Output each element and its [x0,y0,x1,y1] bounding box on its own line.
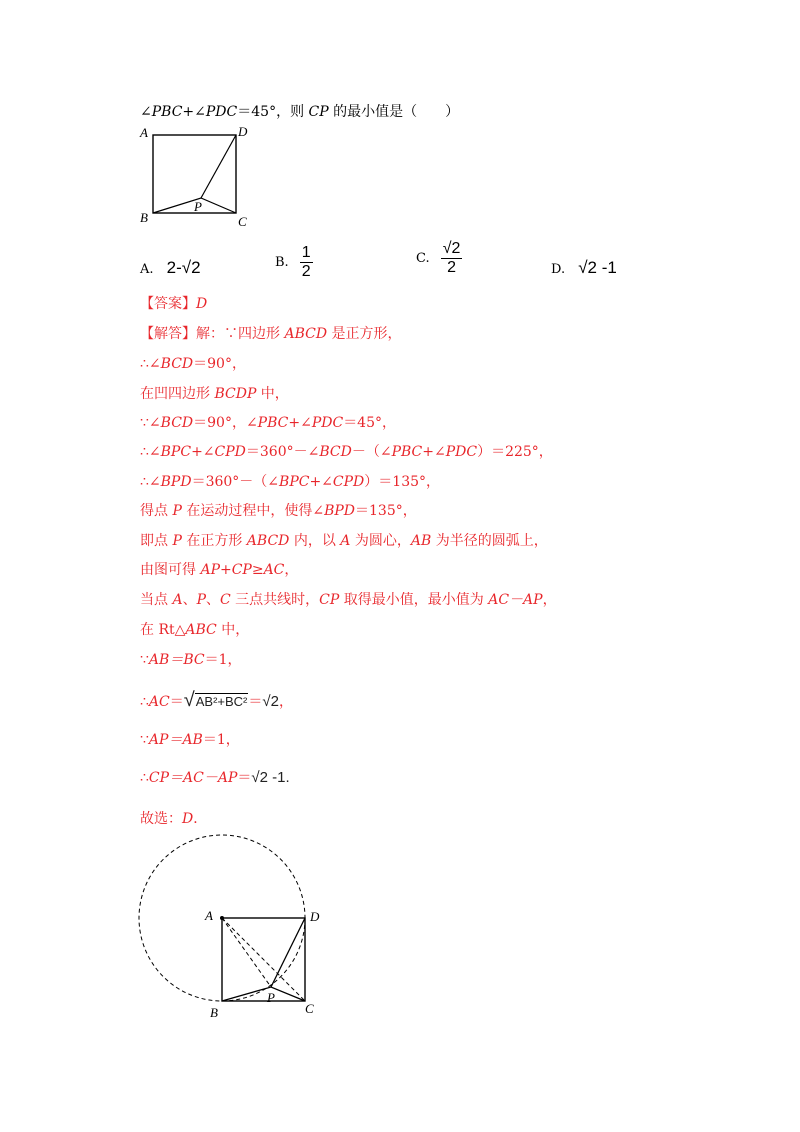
math: BPD [324,503,355,519]
solution-line-10 [140,589,557,609]
math: BCD [160,356,194,372]
text: 三点共线时， [230,592,320,608]
result: √2 -1 [251,769,286,786]
text: 即点 [140,533,173,549]
math: CP＝AC－AP [148,770,238,786]
text: ＝ [169,694,184,710]
text: ∵∠ [140,415,161,431]
text: 解：∵四边形 [196,326,285,342]
text: －（∠ [351,444,392,460]
text: ∴ [140,694,149,710]
solution-label: 【解答】 [140,326,196,342]
stem-eq: ＝45°，则 [237,104,309,120]
text: +∠ [191,444,215,460]
text: ＝360°－（∠ [191,474,280,490]
math: P [172,503,182,519]
solution-line-11 [140,619,249,639]
text: ， [278,694,293,710]
text: +∠ [288,415,312,431]
stem-pdc: PDC [205,104,238,120]
math: AP+CP≥AC [200,562,285,578]
square-figure-1 [135,122,260,230]
text: 中， [216,622,250,638]
text: ＝45°， [343,415,397,431]
solution-line-16 [140,808,207,828]
math: AC [148,694,170,710]
text: 在运动过程中，使得∠ [181,503,325,519]
math: PBC [257,415,289,431]
text: ∴∠ [140,356,161,372]
option-b-denominator: 2 [301,263,311,280]
text: 在 Rt△ [140,622,186,638]
answer-label: 【答案】 [140,296,196,312]
solution-line-12 [140,649,242,669]
option-b-letter: B. [275,255,289,270]
segment-pd-1 [201,135,236,198]
label-c-1: C [238,214,247,229]
text: ， [284,562,299,578]
stem-rest: 的最小值是（ ） [328,104,460,120]
solution-line-1 [140,323,402,343]
text: 、 [182,592,197,608]
math: BCDP [214,386,257,402]
text: ． [193,811,208,827]
math: C [220,592,231,608]
text: 由图可得 [140,562,201,578]
text: 在正方形 [181,533,247,549]
text: 是正方形， [327,326,402,342]
text: ∴ [140,770,149,786]
answer-line [140,293,207,313]
solution-line-15 [140,767,290,787]
math: ABC [185,622,217,638]
text: 为半径的圆弧上， [431,533,548,549]
solution-line-4 [140,412,396,432]
text: ＝360°－∠ [245,444,320,460]
solution-line-6 [140,471,440,491]
math: AP＝AB [148,732,203,748]
math: BCD [160,415,194,431]
text: 得点 [140,503,173,519]
stem-cp: CP [308,104,329,120]
math: AB [410,533,432,549]
square-figure-2 [130,830,330,1025]
stem-plus: +∠ [182,104,206,120]
text: 当点 [140,592,173,608]
text: ）＝135°， [364,474,441,490]
solution-line-13 [140,689,293,712]
text: ∴∠ [140,444,161,460]
question-stem [140,101,459,121]
option-c-numerator: √2 [442,240,461,257]
option-d-value: √2 -1 [578,258,617,277]
text: ）＝225°， [477,444,553,460]
text: 为圆心， [350,533,411,549]
text: 内，以 [289,533,341,549]
text: +∠ [422,444,446,460]
math: A [172,592,183,608]
label-p-1: P [194,199,202,214]
solution-line-3 [140,383,289,403]
radicand: AB²+BC² [195,694,248,709]
solution-line-14 [140,729,240,749]
math: BPC [279,474,310,490]
text: 在凹四边形 [140,386,215,402]
label-b-2: B [210,1005,218,1020]
option-b-fraction [300,244,313,281]
math: CP [319,592,340,608]
math: CPD [332,474,365,490]
label-p-2: P [267,990,275,1005]
sqrt-symbol: √ [183,689,195,711]
answer-value: D [196,296,208,312]
text: ∵ [140,732,149,748]
text: ∴∠ [140,474,161,490]
option-a-value: 2-√2 [166,258,201,277]
option-c-letter: C. [416,251,430,266]
solution-line-9 [140,559,298,579]
option-c[interactable] [416,240,462,277]
text: . [285,769,290,786]
text: ＝1， [204,652,242,668]
text: ＝ [237,770,252,786]
label-a-2: A [205,908,213,923]
text: 故选： [140,811,182,827]
result: √2 [262,693,279,710]
option-d-letter: D. [551,262,566,277]
text: ＝90°，∠ [193,415,258,431]
math: PBC [391,444,423,460]
option-c-fraction [441,240,463,277]
math: A [340,533,351,549]
option-b[interactable] [275,244,313,281]
option-a[interactable] [140,258,201,278]
math: P [172,533,182,549]
option-d[interactable] [551,258,617,278]
text: 取得最小值，最小值为 [339,592,489,608]
solution-line-2 [140,353,246,373]
text: ＝135°， [355,503,417,519]
math: BPD [160,474,192,490]
math: BCD [319,444,352,460]
angle-symbol: ∠ [140,104,152,120]
center-point-a [220,916,224,920]
text: +∠ [309,474,333,490]
solution-line-7 [140,500,417,520]
text: ， [542,592,557,608]
math: D [182,811,194,827]
math: P [196,592,206,608]
text: ＝1， [202,732,240,748]
math: ABCD [246,533,290,549]
math: AB＝BC [148,652,205,668]
text: ∵ [140,652,149,668]
text: ＝ [248,694,263,710]
label-d-2: D [310,909,320,924]
segment-pd-2 [271,918,305,987]
math: AC－AP [488,592,543,608]
label-d-1: D [238,124,248,139]
solution-line-8 [140,530,548,550]
math: PDC [311,415,344,431]
math: BPC [160,444,192,460]
option-a-letter: A. [140,262,154,277]
label-c-2: C [305,1001,314,1016]
segment-ap-dashed [222,918,271,987]
text: 、 [206,592,220,608]
solution-line-5 [140,441,553,461]
stem-pbc: PBC [151,104,183,120]
option-c-denominator: 2 [447,259,457,276]
text: ＝90°， [193,356,246,372]
math: CPD [214,444,246,460]
math: ABCD [284,326,328,342]
option-b-numerator: 1 [301,244,311,261]
label-a-1: A [140,125,148,140]
math: PDC [445,444,478,460]
text: 中， [256,386,289,402]
label-b-1: B [140,210,148,225]
